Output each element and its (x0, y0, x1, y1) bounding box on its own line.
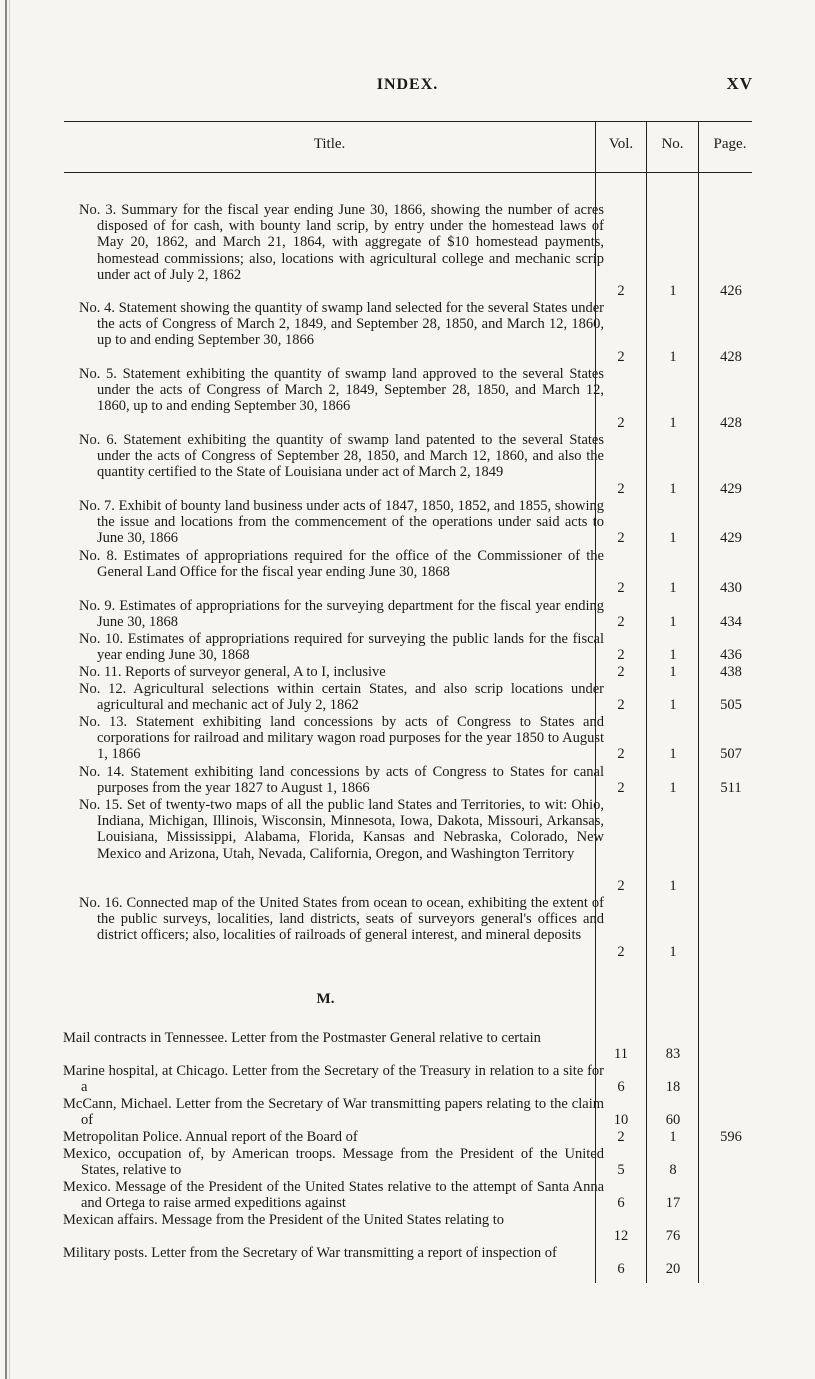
entry-no: 1 (669, 414, 677, 431)
entry-page: 429 (720, 480, 742, 497)
entry-title: No. 8. Estimates of appropriations required for the office of the Commissioner of the General Land Office for the fiscal year ending June 30, 1868 (79, 548, 604, 581)
entry-no: 1 (669, 480, 677, 497)
entry-no: 1 (669, 614, 677, 631)
index-entry (0, 1179, 815, 1211)
entry-vol: 2 (617, 943, 625, 960)
entry-vol: 10 (613, 1112, 629, 1129)
entry-title: Military posts. Letter from the Secretary of War transmitting a report of inspection of (63, 1245, 557, 1261)
entry-title: Mail contracts in Tennessee. Letter from the Postmaster General relative to certain (63, 1030, 541, 1046)
entry-no: 1 (669, 697, 677, 714)
entry-vol: 6 (617, 1261, 625, 1278)
entry-vol: 2 (617, 647, 625, 664)
entry-vol: 2 (617, 480, 625, 497)
entry-vol: 2 (617, 663, 625, 680)
entry-title: No. 10. Estimates of appropriations required for surveying the public lands for the fiscal year ending June 30, 1868 (79, 631, 604, 664)
entry-page: 426 (720, 282, 742, 299)
entry-title: No. 7. Exhibit of bounty land business under acts of 1847, 1850, 1852, and 1855, showing the issue and locations from the commencement of the operations under said acts to June 30, 1866 (79, 498, 604, 547)
entry-page: 596 (720, 1128, 742, 1145)
entry-title: McCann, Michael. Letter from the Secretary of War transmitting papers relating to the claim of (63, 1096, 604, 1129)
entry-no: 1 (669, 746, 677, 763)
entry-no: 1 (669, 580, 677, 597)
entry-vol: 2 (617, 780, 625, 797)
entry-title: Metropolitan Police. Annual report of the Board of (63, 1129, 358, 1145)
section-letter: M. (316, 991, 335, 1007)
entry-vol: 2 (617, 746, 625, 763)
index-entry (0, 714, 815, 763)
index-entry (0, 895, 815, 960)
entry-page: 505 (720, 697, 742, 714)
entry-vol: 2 (617, 697, 625, 714)
index-entry (0, 681, 815, 713)
entry-vol: 12 (613, 1228, 629, 1245)
entry-vol: 2 (617, 282, 625, 299)
entry-page: 511 (720, 780, 742, 797)
index-entry (0, 1146, 815, 1178)
column-header-vol: Vol. (608, 136, 634, 152)
entry-vol: 5 (617, 1162, 625, 1179)
entry-no: 60 (665, 1112, 681, 1129)
entry-no: 76 (665, 1228, 681, 1245)
entry-page: 429 (720, 530, 742, 547)
entry-no: 1 (669, 943, 677, 960)
index-entry (0, 631, 815, 663)
index-entry (0, 598, 815, 630)
entry-vol: 2 (617, 1128, 625, 1145)
entry-title: No. 5. Statement exhibiting the quantity of swamp land approved to the several States under the acts of Congress of March 2, 1849, September 28, 1850, and March 12, 1860, up to and ending September 30, 1866 (79, 366, 604, 415)
entry-page: 428 (720, 414, 742, 431)
entry-vol: 2 (617, 414, 625, 431)
column-header-page: Page. (713, 136, 747, 152)
entry-title: No. 9. Estimates of appropriations for the surveying department for the fiscal year ending June 30, 1868 (79, 598, 604, 631)
entry-no: 1 (669, 877, 677, 894)
entry-title: No. 15. Set of twenty-two maps of all the public land States and Territories, to wit: Ohio, Indiana, Michigan, Illinois, Wisconsin, Minnesota, Iowa, Dakota, Missouri, Arkansas, Louisiana, Mississippi, Alabama, Florida, Kansas and Nebraska, Colorado, New Mexico and Arizona, Utah, Nevada, California, Oregon, and Washington Territory (79, 797, 604, 862)
entry-title: Mexican affairs. Message from the President of the United States relating to (63, 1212, 505, 1228)
entry-title: Mexico, occupation of, by American troops. Message from the President of the United States, relative to (63, 1146, 604, 1179)
index-entry (0, 1030, 815, 1062)
entry-no: 17 (665, 1195, 681, 1212)
index-entry (0, 300, 815, 365)
index-entry (0, 1129, 815, 1145)
entry-no: 20 (665, 1261, 681, 1278)
entry-title: No. 16. Connected map of the United States from ocean to ocean, exhibiting the extent of the public surveys, localities, land districts, seats of surveyors general's offices and district officers; also, localities of railroads of general interest, and mineral deposits (79, 895, 604, 944)
entry-vol: 6 (617, 1079, 625, 1096)
index-entry (0, 1063, 815, 1095)
entry-vol: 6 (617, 1195, 625, 1212)
index-entry (0, 202, 815, 299)
entry-no: 1 (669, 663, 677, 680)
entry-no: 1 (669, 348, 677, 365)
entry-title: No. 12. Agricultural selections within certain States, and also scrip locations under agricultural and mechanic act of July 2, 1862 (79, 681, 604, 714)
entry-title: Marine hospital, at Chicago. Letter from the Secretary of the Treasury in relation to a site for a (63, 1063, 604, 1096)
entry-vol: 2 (617, 614, 625, 631)
entry-title: Mexico. Message of the President of the United States relative to the attempt of Santa Anna and Ortega to raise armed expeditions against (63, 1179, 604, 1212)
entry-title: No. 14. Statement exhibiting land concessions by acts of Congress to States for canal purposes from the year 1827 to August 1, 1866 (79, 764, 604, 797)
entry-title: No. 11. Reports of surveyor general, A to I, inclusive (79, 664, 386, 680)
entry-page: 430 (720, 580, 742, 597)
entry-no: 1 (669, 282, 677, 299)
entry-vol: 2 (617, 530, 625, 547)
entry-page: 438 (720, 663, 742, 680)
index-entry (0, 432, 815, 497)
entry-vol: 2 (617, 580, 625, 597)
column-header-no: No. (661, 136, 684, 152)
entry-page: 428 (720, 348, 742, 365)
entry-no: 18 (665, 1079, 681, 1096)
entry-vol: 2 (617, 348, 625, 365)
entry-title: No. 3. Summary for the fiscal year ending June 30, 1866, showing the number of acres disposed of for cash, with bounty land scrip, by entry under the homestead laws of May 20, 1862, and March 21, 1864, with aggregate of $10 homestead payments, homestead commissions; also, locations with agricultural college and mechanic scrip under act of July 2, 1862 (79, 202, 604, 283)
entry-no: 1 (669, 530, 677, 547)
index-entry (0, 1212, 815, 1244)
index-entry (0, 664, 815, 680)
entry-no: 1 (669, 780, 677, 797)
page-number: XV (726, 74, 753, 93)
entry-no: 1 (669, 1128, 677, 1145)
entry-title: No. 13. Statement exhibiting land concessions by acts of Congress to States and corporations for railroad and military wagon road purposes for the year 1850 to August 1, 1866 (79, 714, 604, 763)
column-header-title: Title. (313, 136, 346, 152)
entry-no: 8 (669, 1162, 677, 1179)
index-entry (0, 498, 815, 547)
index-entry (0, 366, 815, 431)
index-entry (0, 764, 815, 796)
entry-no: 1 (669, 647, 677, 664)
page-title: INDEX. (376, 76, 439, 93)
entry-vol: 2 (617, 877, 625, 894)
entry-title: No. 6. Statement exhibiting the quantity of swamp land patented to the several States under the acts of Congress of September 28, 1850, and March 12, 1860, and also the quantity certified to the State of Louisiana under act of March 2, 1849 (79, 432, 604, 481)
index-entry (0, 1096, 815, 1128)
entry-vol: 11 (614, 1046, 628, 1063)
entry-page: 434 (720, 614, 742, 631)
index-entry (0, 1245, 815, 1277)
entry-no: 83 (665, 1046, 681, 1063)
index-entry (0, 797, 815, 894)
entry-page: 507 (720, 746, 742, 763)
entry-page: 436 (720, 647, 742, 664)
index-entry (0, 548, 815, 597)
entry-title: No. 4. Statement showing the quantity of swamp land selected for the several States under the acts of Congress of March 2, 1849, and September 28, 1850, and March 12, 1860, up to and ending September 30, 1866 (79, 300, 604, 349)
